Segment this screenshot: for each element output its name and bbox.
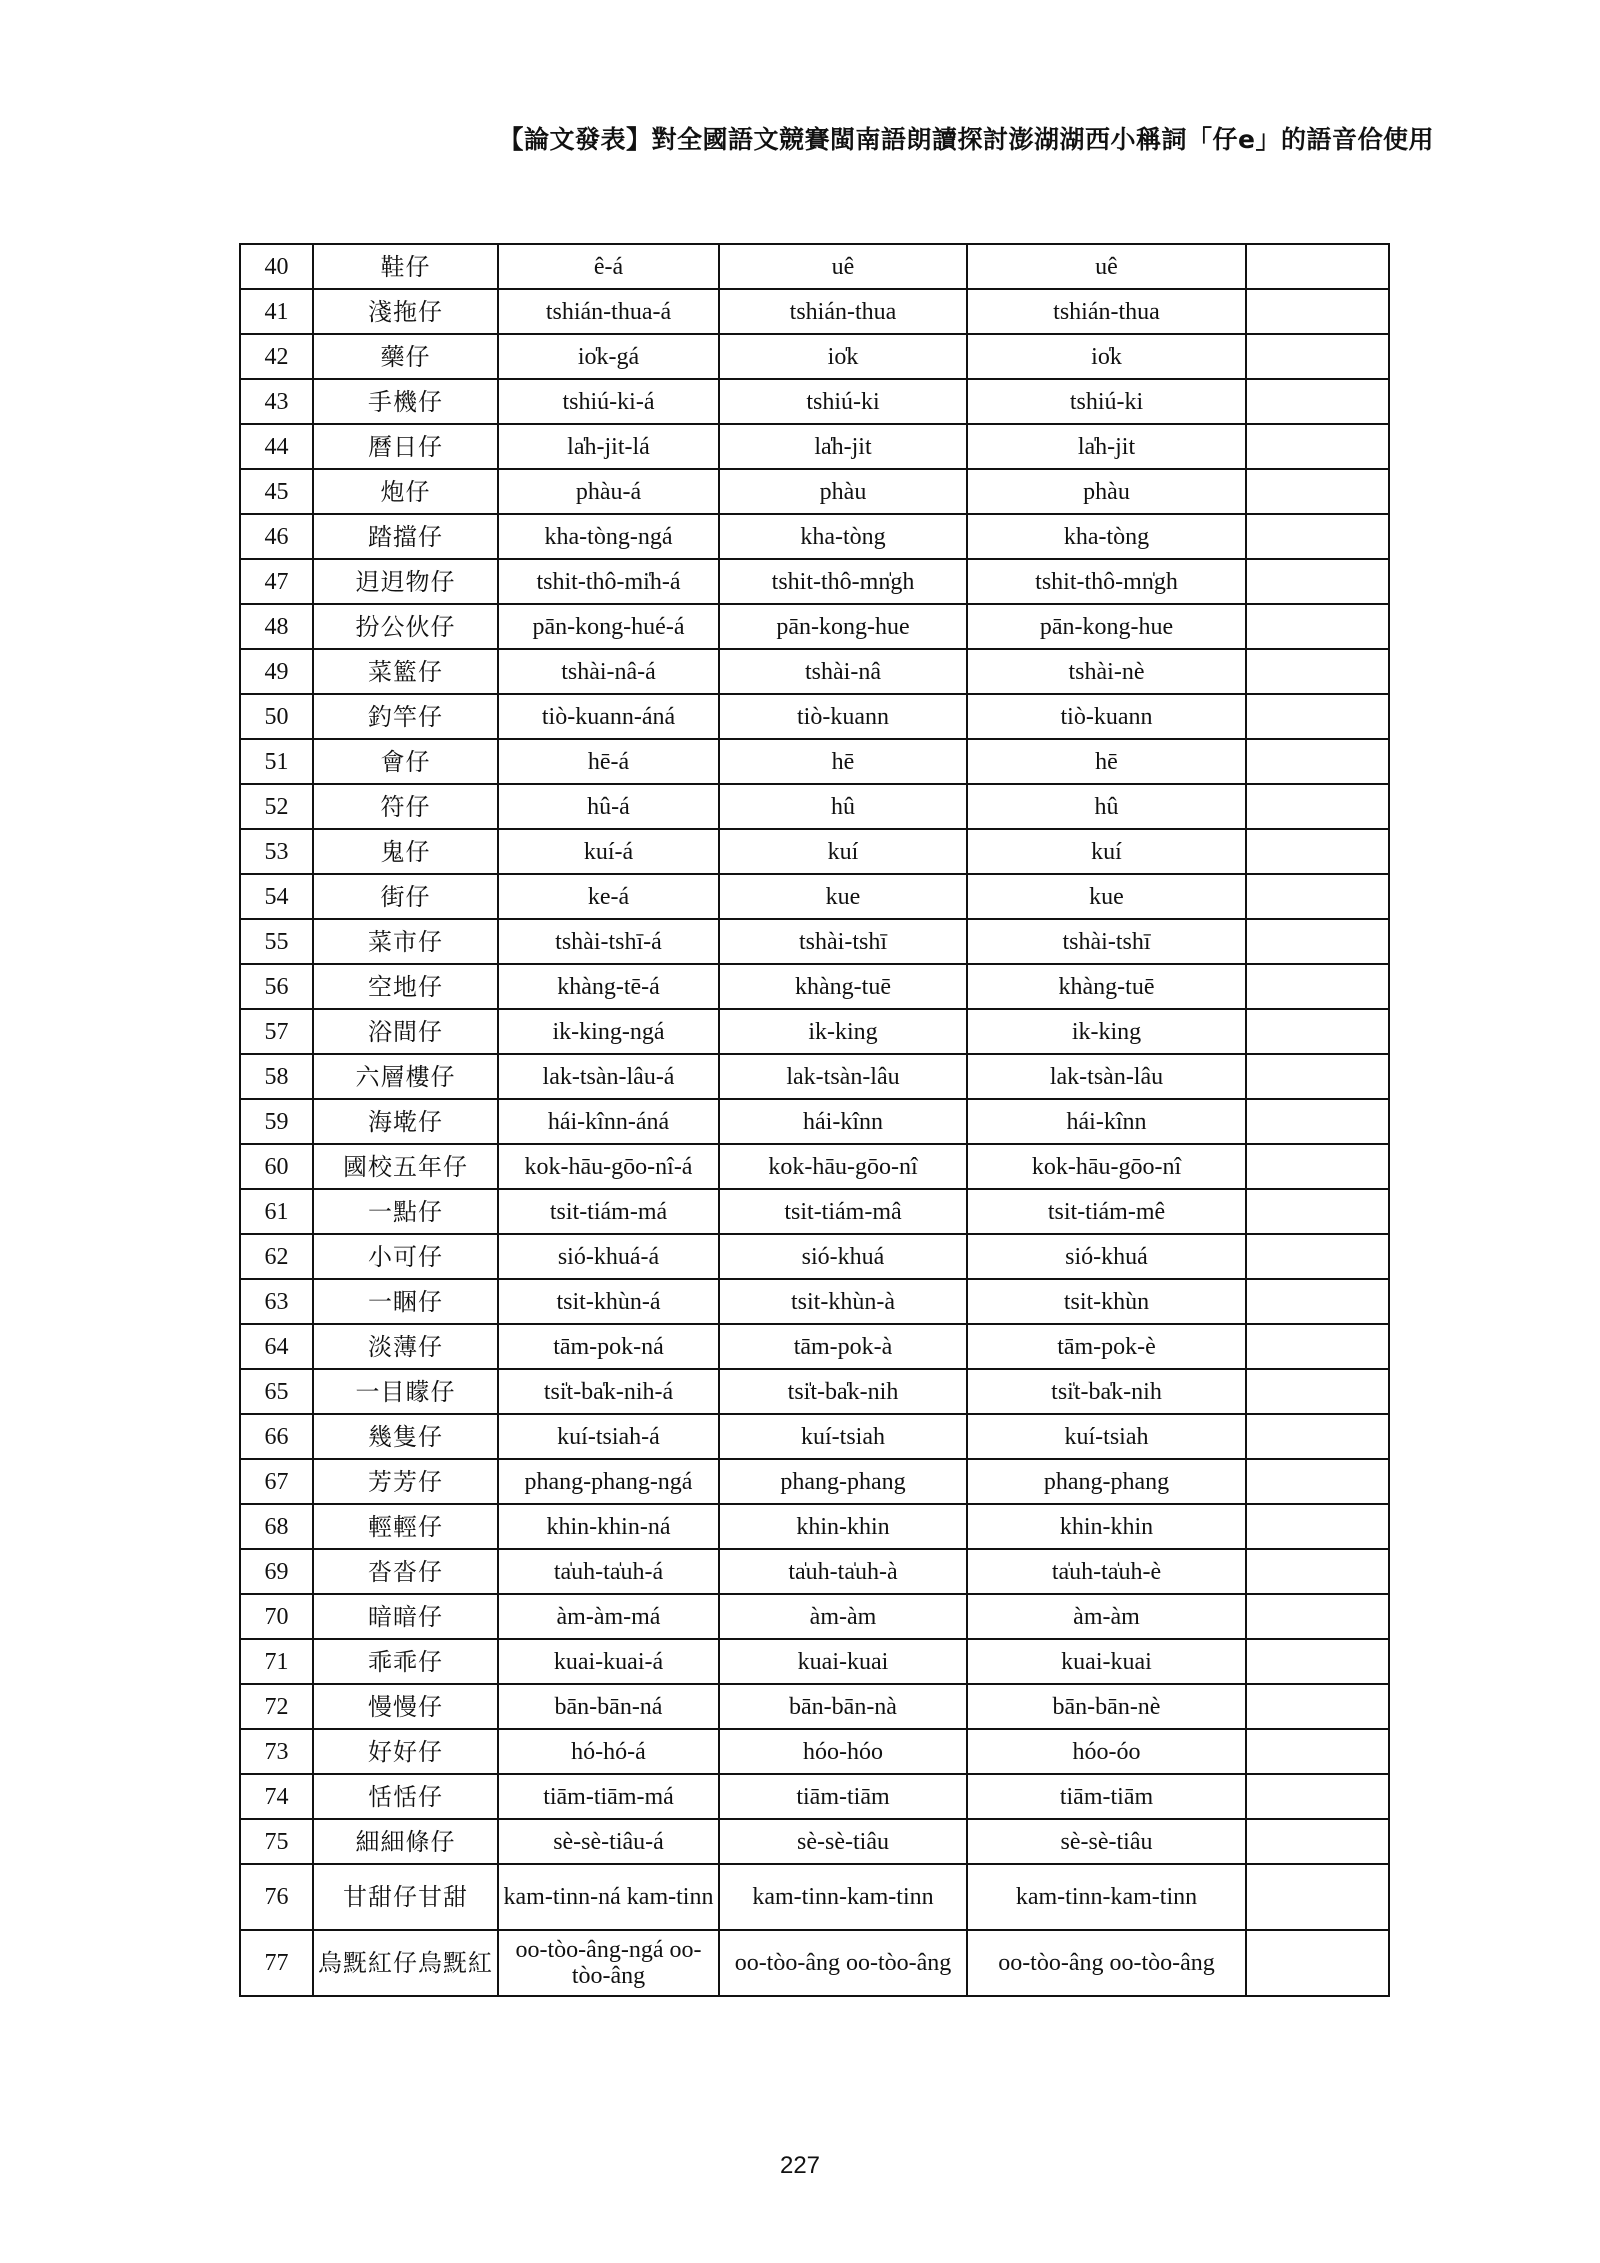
word-cell: 細細條仔 bbox=[313, 1819, 498, 1864]
pronunciation-cell-c: bān-bān-nè bbox=[967, 1684, 1246, 1729]
table-row bbox=[240, 1144, 1389, 1189]
pronunciation-cell-a: ê-á bbox=[498, 244, 719, 289]
note-cell bbox=[1246, 604, 1389, 649]
pronunciation-cell-b: kuí bbox=[719, 829, 967, 874]
pronunciation-cell-b: phang-phang bbox=[719, 1459, 967, 1504]
pronunciation-cell-c: àm-àm bbox=[967, 1594, 1246, 1639]
note-cell bbox=[1246, 334, 1389, 379]
note-cell bbox=[1246, 694, 1389, 739]
pronunciation-cell-c: lak-tsàn-lâu bbox=[967, 1054, 1246, 1099]
table-row bbox=[240, 694, 1389, 739]
pronunciation-cell-a: bān-bān-ná bbox=[498, 1684, 719, 1729]
word-cell: 釣竿仔 bbox=[313, 694, 498, 739]
row-number-cell: 59 bbox=[240, 1099, 313, 1144]
table-row bbox=[240, 334, 1389, 379]
pronunciation-cell-a: lak-tsàn-lâu-á bbox=[498, 1054, 719, 1099]
pronunciation-cell-b: phàu bbox=[719, 469, 967, 514]
word-cell: 鬼仔 bbox=[313, 829, 498, 874]
note-cell bbox=[1246, 874, 1389, 919]
row-number-cell: 68 bbox=[240, 1504, 313, 1549]
note-cell bbox=[1246, 739, 1389, 784]
row-number-cell: 47 bbox=[240, 559, 313, 604]
pronunciation-cell-b: sió-khuá bbox=[719, 1234, 967, 1279]
word-cell: 輕輕仔 bbox=[313, 1504, 498, 1549]
pronunciation-cell-a: sió-khuá-á bbox=[498, 1234, 719, 1279]
pronunciation-cell-b: tshài-nâ bbox=[719, 649, 967, 694]
word-cell: 烏黖紅仔烏黖紅 bbox=[313, 1930, 498, 1996]
pronunciation-cell-b: tshit-thô-mn̍gh bbox=[719, 559, 967, 604]
word-cell: 一睏仔 bbox=[313, 1279, 498, 1324]
pronunciation-cell-c: khàng-tuē bbox=[967, 964, 1246, 1009]
pronunciation-cell-b: khin-khin bbox=[719, 1504, 967, 1549]
note-cell bbox=[1246, 1234, 1389, 1279]
word-cell: 浴間仔 bbox=[313, 1009, 498, 1054]
table-row bbox=[240, 964, 1389, 1009]
table-row bbox=[240, 1504, 1389, 1549]
table-row bbox=[240, 784, 1389, 829]
table-row bbox=[240, 244, 1389, 289]
word-cell: 菜籃仔 bbox=[313, 649, 498, 694]
pronunciation-cell-a: kam-tinn-ná kam-tinn bbox=[498, 1864, 719, 1930]
note-cell bbox=[1246, 1639, 1389, 1684]
word-cell: 淺拖仔 bbox=[313, 289, 498, 334]
pronunciation-cell-b: sè-sè-tiâu bbox=[719, 1819, 967, 1864]
note-cell bbox=[1246, 1819, 1389, 1864]
pronunciation-cell-a: pān-kong-hué-á bbox=[498, 604, 719, 649]
pronunciation-cell-c: phàu bbox=[967, 469, 1246, 514]
row-number-cell: 45 bbox=[240, 469, 313, 514]
pronunciation-cell-b: kha-tòng bbox=[719, 514, 967, 559]
pronunciation-cell-c: uê bbox=[967, 244, 1246, 289]
row-number-cell: 71 bbox=[240, 1639, 313, 1684]
row-number-cell: 76 bbox=[240, 1864, 313, 1930]
row-number-cell: 61 bbox=[240, 1189, 313, 1234]
note-cell bbox=[1246, 1189, 1389, 1234]
pronunciation-cell-a: tshián-thua-á bbox=[498, 289, 719, 334]
note-cell bbox=[1246, 919, 1389, 964]
pronunciation-cell-a: kha-tòng-ngá bbox=[498, 514, 719, 559]
row-number-cell: 58 bbox=[240, 1054, 313, 1099]
row-number-cell: 53 bbox=[240, 829, 313, 874]
pronunciation-cell-c: tsi̍t-ba̍k-nih bbox=[967, 1369, 1246, 1414]
word-cell: 小可仔 bbox=[313, 1234, 498, 1279]
word-cell: 芳芳仔 bbox=[313, 1459, 498, 1504]
pronunciation-cell-b: oo-tòo-âng oo-tòo-âng bbox=[719, 1930, 967, 1996]
pronunciation-cell-c: khin-khin bbox=[967, 1504, 1246, 1549]
note-cell bbox=[1246, 1930, 1389, 1996]
pronunciation-cell-b: khàng-tuē bbox=[719, 964, 967, 1009]
table-row bbox=[240, 1324, 1389, 1369]
pronunciation-cell-b: io̍k bbox=[719, 334, 967, 379]
note-cell bbox=[1246, 1279, 1389, 1324]
row-number-cell: 49 bbox=[240, 649, 313, 694]
pronunciation-cell-b: kam-tinn-kam-tinn bbox=[719, 1864, 967, 1930]
row-number-cell: 72 bbox=[240, 1684, 313, 1729]
note-cell bbox=[1246, 1369, 1389, 1414]
pronunciation-cell-b: tiò-kuann bbox=[719, 694, 967, 739]
note-cell bbox=[1246, 1459, 1389, 1504]
table-row bbox=[240, 874, 1389, 919]
note-cell bbox=[1246, 1774, 1389, 1819]
pronunciation-cell-b: kuí-tsiah bbox=[719, 1414, 967, 1459]
pronunciation-cell-a: tām-pok-ná bbox=[498, 1324, 719, 1369]
pronunciation-cell-a: tshit-thô-mi̍h-á bbox=[498, 559, 719, 604]
pronunciation-cell-c: kuí bbox=[967, 829, 1246, 874]
word-cell: 一目矇仔 bbox=[313, 1369, 498, 1414]
pronunciation-cell-a: tshài-nâ-á bbox=[498, 649, 719, 694]
word-cell: 國校五年仔 bbox=[313, 1144, 498, 1189]
pronunciation-cell-b: uê bbox=[719, 244, 967, 289]
pronunciation-cell-c: hû bbox=[967, 784, 1246, 829]
pronunciation-cell-c: hē bbox=[967, 739, 1246, 784]
word-cell: 手機仔 bbox=[313, 379, 498, 424]
pronunciation-cell-c: tshài-nè bbox=[967, 649, 1246, 694]
pronunciation-cell-a: tshiú-ki-á bbox=[498, 379, 719, 424]
word-cell: 一點仔 bbox=[313, 1189, 498, 1234]
word-cell: 空地仔 bbox=[313, 964, 498, 1009]
row-number-cell: 60 bbox=[240, 1144, 313, 1189]
word-cell: 慢慢仔 bbox=[313, 1684, 498, 1729]
word-cell: 踏擋仔 bbox=[313, 514, 498, 559]
note-cell bbox=[1246, 1054, 1389, 1099]
pronunciation-cell-b: la̍h-jit bbox=[719, 424, 967, 469]
row-number-cell: 69 bbox=[240, 1549, 313, 1594]
word-cell: 藥仔 bbox=[313, 334, 498, 379]
pronunciation-cell-a: tsit-khùn-á bbox=[498, 1279, 719, 1324]
pronunciation-cell-b: tiām-tiām bbox=[719, 1774, 967, 1819]
table-row bbox=[240, 559, 1389, 604]
pronunciation-cell-a: la̍h-jit-lá bbox=[498, 424, 719, 469]
pronunciation-cell-c: kue bbox=[967, 874, 1246, 919]
word-cell: 淡薄仔 bbox=[313, 1324, 498, 1369]
note-cell bbox=[1246, 784, 1389, 829]
note-cell bbox=[1246, 1864, 1389, 1930]
pronunciation-cell-a: tiām-tiām-má bbox=[498, 1774, 719, 1819]
row-number-cell: 74 bbox=[240, 1774, 313, 1819]
table-row bbox=[240, 1639, 1389, 1684]
table-row bbox=[240, 1234, 1389, 1279]
word-cell: 好好仔 bbox=[313, 1729, 498, 1774]
pronunciation-cell-a: hó-hó-á bbox=[498, 1729, 719, 1774]
note-cell bbox=[1246, 469, 1389, 514]
word-cell: 鞋仔 bbox=[313, 244, 498, 289]
table-row bbox=[240, 289, 1389, 334]
note-cell bbox=[1246, 559, 1389, 604]
row-number-cell: 77 bbox=[240, 1930, 313, 1996]
note-cell bbox=[1246, 514, 1389, 559]
row-number-cell: 52 bbox=[240, 784, 313, 829]
pronunciation-cell-a: kok-hāu-gōo-nî-á bbox=[498, 1144, 719, 1189]
table-row bbox=[240, 604, 1389, 649]
note-cell bbox=[1246, 1729, 1389, 1774]
word-cell: 恬恬仔 bbox=[313, 1774, 498, 1819]
table-row bbox=[240, 1819, 1389, 1864]
pronunciation-cell-b: tsi̍t-ba̍k-nih bbox=[719, 1369, 967, 1414]
row-number-cell: 54 bbox=[240, 874, 313, 919]
pronunciation-cell-a: khin-khin-ná bbox=[498, 1504, 719, 1549]
pronunciation-cell-a: tiò-kuann-áná bbox=[498, 694, 719, 739]
table-row bbox=[240, 1549, 1389, 1594]
table-row bbox=[240, 1414, 1389, 1459]
row-number-cell: 48 bbox=[240, 604, 313, 649]
note-cell bbox=[1246, 649, 1389, 694]
row-number-cell: 70 bbox=[240, 1594, 313, 1639]
row-number-cell: 43 bbox=[240, 379, 313, 424]
pronunciation-cell-c: kuai-kuai bbox=[967, 1639, 1246, 1684]
table-row bbox=[240, 469, 1389, 514]
pronunciation-cell-c: oo-tòo-âng oo-tòo-âng bbox=[967, 1930, 1246, 1996]
table-row bbox=[240, 829, 1389, 874]
pronunciation-cell-b: hái-kînn bbox=[719, 1099, 967, 1144]
pronunciation-cell-c: kok-hāu-gōo-nî bbox=[967, 1144, 1246, 1189]
table-row bbox=[240, 1930, 1389, 1996]
note-cell bbox=[1246, 1099, 1389, 1144]
pronunciation-cell-c: kha-tòng bbox=[967, 514, 1246, 559]
row-number-cell: 46 bbox=[240, 514, 313, 559]
pronunciation-cell-c: ta̍uh-ta̍uh-è bbox=[967, 1549, 1246, 1594]
note-cell bbox=[1246, 1414, 1389, 1459]
table-row bbox=[240, 1189, 1389, 1234]
row-number-cell: 67 bbox=[240, 1459, 313, 1504]
table-row bbox=[240, 1279, 1389, 1324]
table-row bbox=[240, 424, 1389, 469]
pronunciation-cell-a: àm-àm-má bbox=[498, 1594, 719, 1639]
table-row bbox=[240, 1594, 1389, 1639]
row-number-cell: 44 bbox=[240, 424, 313, 469]
note-cell bbox=[1246, 379, 1389, 424]
note-cell bbox=[1246, 1009, 1389, 1054]
note-cell bbox=[1246, 244, 1389, 289]
pronunciation-cell-b: hē bbox=[719, 739, 967, 784]
pronunciation-cell-b: ik-king bbox=[719, 1009, 967, 1054]
pronunciation-cell-b: kue bbox=[719, 874, 967, 919]
word-cell: 暗暗仔 bbox=[313, 1594, 498, 1639]
table-row bbox=[240, 1684, 1389, 1729]
row-number-cell: 50 bbox=[240, 694, 313, 739]
pronunciation-cell-b: ta̍uh-ta̍uh-à bbox=[719, 1549, 967, 1594]
pronunciation-cell-c: tshián-thua bbox=[967, 289, 1246, 334]
pronunciation-cell-a: kuí-á bbox=[498, 829, 719, 874]
word-cell: 曆日仔 bbox=[313, 424, 498, 469]
table-row bbox=[240, 739, 1389, 784]
pronunciation-cell-c: tām-pok-è bbox=[967, 1324, 1246, 1369]
pronunciation-cell-a: hē-á bbox=[498, 739, 719, 784]
row-number-cell: 63 bbox=[240, 1279, 313, 1324]
note-cell bbox=[1246, 424, 1389, 469]
table-row bbox=[240, 1099, 1389, 1144]
pronunciation-cell-c: tsit-tiám-mê bbox=[967, 1189, 1246, 1234]
pronunciation-cell-c: pān-kong-hue bbox=[967, 604, 1246, 649]
word-cell: 海墘仔 bbox=[313, 1099, 498, 1144]
row-number-cell: 56 bbox=[240, 964, 313, 1009]
pronunciation-cell-a: ik-king-ngá bbox=[498, 1009, 719, 1054]
pronunciation-cell-b: tām-pok-à bbox=[719, 1324, 967, 1369]
pronunciation-cell-b: kuai-kuai bbox=[719, 1639, 967, 1684]
note-cell bbox=[1246, 1324, 1389, 1369]
row-number-cell: 40 bbox=[240, 244, 313, 289]
table-row bbox=[240, 1054, 1389, 1099]
word-cell: 扮公伙仔 bbox=[313, 604, 498, 649]
pronunciation-cell-b: tshián-thua bbox=[719, 289, 967, 334]
pronunciation-cell-a: phang-phang-ngá bbox=[498, 1459, 719, 1504]
pronunciation-cell-c: tiām-tiām bbox=[967, 1774, 1246, 1819]
pronunciation-cell-b: pān-kong-hue bbox=[719, 604, 967, 649]
word-cell: 符仔 bbox=[313, 784, 498, 829]
word-table bbox=[239, 243, 1390, 1997]
pronunciation-cell-a: oo-tòo-âng-ngá oo-tòo-âng bbox=[498, 1930, 719, 1996]
note-cell bbox=[1246, 1549, 1389, 1594]
pronunciation-cell-a: phàu-á bbox=[498, 469, 719, 514]
row-number-cell: 41 bbox=[240, 289, 313, 334]
pronunciation-cell-c: tshài-tshī bbox=[967, 919, 1246, 964]
pronunciation-cell-c: sió-khuá bbox=[967, 1234, 1246, 1279]
pronunciation-cell-b: tsit-khùn-à bbox=[719, 1279, 967, 1324]
pronunciation-cell-a: ke-á bbox=[498, 874, 719, 919]
word-cell: 甘甜仔甘甜 bbox=[313, 1864, 498, 1930]
note-cell bbox=[1246, 1594, 1389, 1639]
note-cell bbox=[1246, 1144, 1389, 1189]
pronunciation-cell-c: kam-tinn-kam-tinn bbox=[967, 1864, 1246, 1930]
pronunciation-cell-c: tshit-thô-mn̍gh bbox=[967, 559, 1246, 604]
table-row bbox=[240, 1864, 1389, 1930]
note-cell bbox=[1246, 829, 1389, 874]
row-number-cell: 73 bbox=[240, 1729, 313, 1774]
table-row bbox=[240, 919, 1389, 964]
pronunciation-cell-a: io̍k-gá bbox=[498, 334, 719, 379]
pronunciation-cell-a: kuí-tsiah-á bbox=[498, 1414, 719, 1459]
note-cell bbox=[1246, 1684, 1389, 1729]
row-number-cell: 55 bbox=[240, 919, 313, 964]
pronunciation-cell-a: khàng-tē-á bbox=[498, 964, 719, 1009]
table-row bbox=[240, 379, 1389, 424]
pronunciation-cell-b: hû bbox=[719, 784, 967, 829]
pronunciation-cell-c: tiò-kuann bbox=[967, 694, 1246, 739]
pronunciation-cell-c: la̍h-jit bbox=[967, 424, 1246, 469]
pronunciation-cell-a: tsi̍t-ba̍k-nih-á bbox=[498, 1369, 719, 1414]
pronunciation-cell-a: hû-á bbox=[498, 784, 719, 829]
word-cell: 乖乖仔 bbox=[313, 1639, 498, 1684]
word-cell: 幾隻仔 bbox=[313, 1414, 498, 1459]
table-row bbox=[240, 1009, 1389, 1054]
pronunciation-cell-b: hóo-hóo bbox=[719, 1729, 967, 1774]
row-number-cell: 65 bbox=[240, 1369, 313, 1414]
row-number-cell: 57 bbox=[240, 1009, 313, 1054]
table-row bbox=[240, 649, 1389, 694]
page-number: 227 bbox=[779, 2152, 821, 2179]
pronunciation-cell-b: bān-bān-nà bbox=[719, 1684, 967, 1729]
pronunciation-cell-c: sè-sè-tiâu bbox=[967, 1819, 1246, 1864]
row-number-cell: 64 bbox=[240, 1324, 313, 1369]
running-header: 【論文發表】對全國語文競賽閩南語朗讀探討澎湖湖西小稱詞「仔e」的語音佮使用 bbox=[498, 125, 1434, 154]
row-number-cell: 42 bbox=[240, 334, 313, 379]
word-cell: 街仔 bbox=[313, 874, 498, 919]
word-cell: 迌迌物仔 bbox=[313, 559, 498, 604]
word-cell: 沓沓仔 bbox=[313, 1549, 498, 1594]
row-number-cell: 62 bbox=[240, 1234, 313, 1279]
pronunciation-cell-b: kok-hāu-gōo-nî bbox=[719, 1144, 967, 1189]
pronunciation-cell-b: tshài-tshī bbox=[719, 919, 967, 964]
word-cell: 菜市仔 bbox=[313, 919, 498, 964]
word-cell: 會仔 bbox=[313, 739, 498, 784]
row-number-cell: 66 bbox=[240, 1414, 313, 1459]
pronunciation-cell-a: tsit-tiám-má bbox=[498, 1189, 719, 1234]
pronunciation-cell-c: phang-phang bbox=[967, 1459, 1246, 1504]
pronunciation-cell-a: tshài-tshī-á bbox=[498, 919, 719, 964]
word-cell: 炮仔 bbox=[313, 469, 498, 514]
row-number-cell: 75 bbox=[240, 1819, 313, 1864]
word-table-body bbox=[240, 244, 1389, 1996]
table-row bbox=[240, 514, 1389, 559]
pronunciation-cell-a: kuai-kuai-á bbox=[498, 1639, 719, 1684]
pronunciation-cell-a: sè-sè-tiâu-á bbox=[498, 1819, 719, 1864]
table-row bbox=[240, 1774, 1389, 1819]
pronunciation-cell-b: tshiú-ki bbox=[719, 379, 967, 424]
pronunciation-cell-b: àm-àm bbox=[719, 1594, 967, 1639]
pronunciation-cell-a: ta̍uh-ta̍uh-á bbox=[498, 1549, 719, 1594]
pronunciation-cell-c: kuí-tsiah bbox=[967, 1414, 1246, 1459]
pronunciation-cell-c: io̍k bbox=[967, 334, 1246, 379]
pronunciation-cell-c: tshiú-ki bbox=[967, 379, 1246, 424]
note-cell bbox=[1246, 1504, 1389, 1549]
pronunciation-cell-c: hóo-óo bbox=[967, 1729, 1246, 1774]
table-row bbox=[240, 1459, 1389, 1504]
pronunciation-cell-c: ik-king bbox=[967, 1009, 1246, 1054]
table-row bbox=[240, 1729, 1389, 1774]
note-cell bbox=[1246, 289, 1389, 334]
pronunciation-cell-b: lak-tsàn-lâu bbox=[719, 1054, 967, 1099]
pronunciation-cell-c: hái-kînn bbox=[967, 1099, 1246, 1144]
row-number-cell: 51 bbox=[240, 739, 313, 784]
pronunciation-cell-c: tsit-khùn bbox=[967, 1279, 1246, 1324]
table-row bbox=[240, 1369, 1389, 1414]
pronunciation-cell-a: hái-kînn-áná bbox=[498, 1099, 719, 1144]
word-cell: 六層樓仔 bbox=[313, 1054, 498, 1099]
note-cell bbox=[1246, 964, 1389, 1009]
pronunciation-cell-b: tsit-tiám-mâ bbox=[719, 1189, 967, 1234]
